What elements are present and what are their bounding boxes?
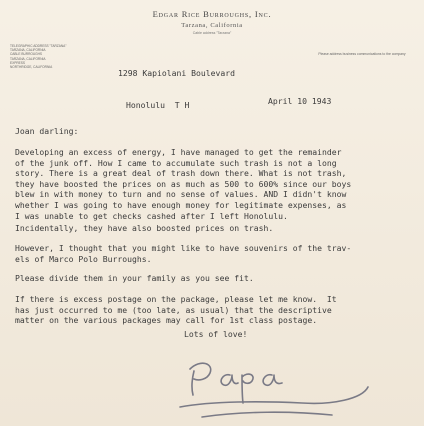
paragraph-line: has just occurred to me (too late, as usual) that the descriptive: [15, 304, 332, 315]
paragraph-line: els of Marco Polo Burroughs.: [15, 253, 152, 264]
address-line: 1298 Kapiolani Boulevard: [118, 68, 235, 79]
paragraph-line: whether I was going to have enough money for legitimate expenses, as: [15, 199, 347, 210]
paragraph: [15, 294, 415, 326]
paragraph-line: Please divide them in your family as you see fit.: [15, 273, 254, 283]
letter-date: April 10 1943: [268, 96, 332, 106]
paragraph-line: story. There is a great deal of trash down there. What is not trash,: [15, 168, 347, 179]
contact-line: TARZANA, CALIFORNIA: [10, 48, 46, 53]
letterhead-contact-block: [10, 44, 100, 69]
letterhead-company: Edgar Rice Burroughs, Inc.: [152, 9, 272, 19]
contact-line: CABLE BURROUGHS: [10, 52, 43, 57]
paragraph-line: However, I thought that you might like to have souvenirs of the trav-: [15, 243, 352, 253]
paragraph: [15, 223, 415, 234]
closing: Lots of love!: [184, 329, 248, 339]
address-line: Honolulu T H: [126, 99, 190, 110]
paragraph-line: Incidentally, they have also boosted prices on trash.: [15, 223, 274, 233]
letterhead-city: Tarzana, California: [181, 22, 243, 29]
sender-address: [118, 47, 235, 132]
paragraph-line: I was unable to get checks cashed after I left Honolulu.: [15, 210, 288, 221]
paragraph: [15, 273, 415, 284]
paragraph: [15, 147, 415, 221]
contact-line: TELEGRAPHIC ADDRESS "TARZANA": [10, 44, 67, 48]
contact-line: TARZANA, CALIFORNIA: [10, 56, 46, 61]
letterhead-business-note: Please address business communications to the company: [318, 52, 406, 56]
letterhead-cable-address: Cable address "Tarzana": [192, 31, 232, 35]
handwritten-signature: [172, 345, 372, 425]
contact-line: EXPRESS: [10, 60, 26, 65]
paragraph-line: they have boosted the prices on as much as 500 to 600% since our boys: [15, 178, 352, 189]
paragraph: [15, 243, 415, 264]
contact-line: NORTHRIDGE, CALIFORNIA: [10, 65, 53, 70]
salutation: Joan darling:: [15, 126, 79, 136]
paragraph-line: If there is excess postage on the package, please let me know. It: [15, 294, 337, 304]
paragraph-line: blew in with money to turn and no sense of values. AND I didn't know: [15, 189, 347, 200]
paragraph-line: Developing an excess of energy, I have managed to get the remainder: [15, 147, 342, 157]
paragraph-line: matter on the various packages may call for 1st class postage.: [15, 315, 318, 326]
paragraph-line: of the junk off. How I came to accumulate such trash is not a long: [15, 157, 337, 168]
